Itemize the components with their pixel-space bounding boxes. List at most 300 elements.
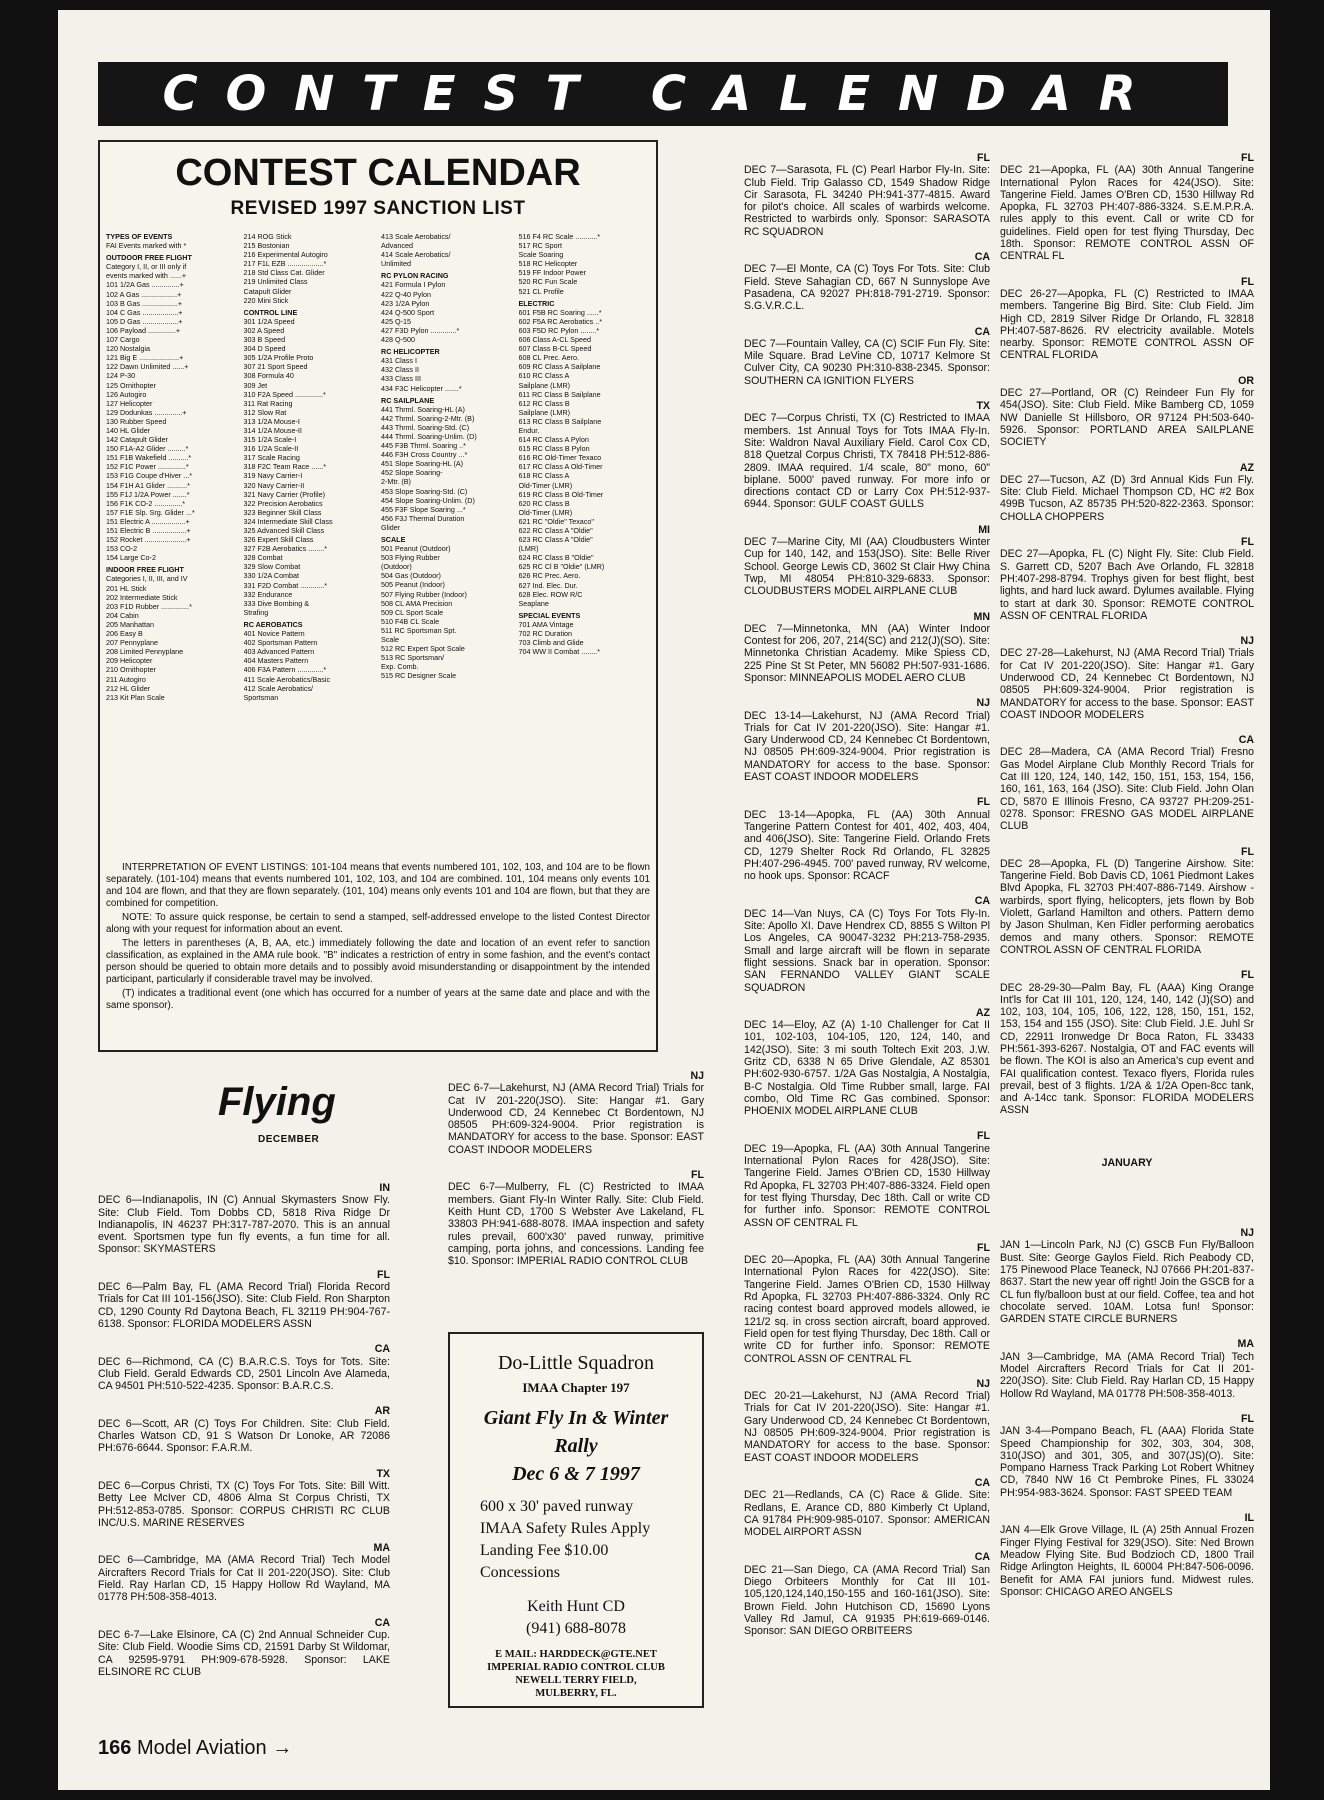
month-january: JANUARY (1101, 1156, 1153, 1169)
event-item: 215 Bostonian (243, 241, 290, 251)
contest-entry (744, 524, 990, 598)
magazine-page (58, 10, 1270, 1790)
event-item: 120 Nostalgia (106, 344, 150, 354)
ad-event-line2: Rally (554, 1435, 598, 1457)
event-item: 325 Advanced Skill Class (243, 526, 325, 535)
entry-text: JAN 1—Lincoln Park, NJ (C) GSCB Fun Fly/Balloon Bust. Site: George Gaylos Field. Rich Peabody CD, 175 Pinewood Place Teaneck, NJ 07666 PH:201-837-8637. Start the new year off right! Join the GSCB for a CL fun fly/balloon bust at our field. Coffee, tea and hot chocolate served. 10AM. Lotsa fun! Sponsor: GARDEN STATE CIRCLE BURNERS (1000, 1239, 1254, 1326)
entry-text: DEC 20—Apopka, FL (AA) 30th Annual Tangerine International Pylon Races for 422(JSO). Site: Tangerine Field. James O'Brien CD, 1530 Hillway Rd Apopka, FL 32703 PH:407-886-3324. Only RC racing contest board approved models allowed, ie 121/2 sq. in cross section aircraft, board approved. Field open for test flying Thursday, Dec 18th. Call or write CD for further info. Sponsor: REMOTE CONTROL ASSN OF CENTRAL FL (744, 1254, 990, 1365)
event-item: 2-Mtr. (B) (381, 477, 411, 487)
entry-text: DEC 6—Indianapolis, IN (C) Annual Skymasters Snow Fly. Site: Club Field. Tom Dobbs CD, 5818 Riva Ridge Dr Indianapolis, IN 46237 PH:317-787-2070. This is an annual event. Sportsmen type fun fly events, a fun time for all. Sponsor: SKYMASTERS (98, 1194, 390, 1256)
event-item: Sportsman (243, 692, 279, 702)
state-code: AZ (1239, 461, 1254, 474)
event-item: 308 Formula 40 (243, 371, 294, 381)
event-item: 125 Ornithopter (106, 380, 156, 390)
listing-column-2 (448, 1070, 704, 1320)
contest-entry (448, 1070, 704, 1156)
event-item: 626 RC Prec. Aero. (518, 571, 581, 581)
event-item: 627 Ind. Elec. Dur. (518, 580, 578, 590)
event-item: 220 Mini Stick (243, 295, 289, 305)
event-column (106, 232, 238, 702)
entry-text: DEC 13-14—Apopka, FL (AA) 30th Annual Tangerine Pattern Contest for 401, 402, 403, 404, and 406(JSO). Site: Tangerine Field. Orlando Frets CD, 1279 Shelter Rock Rd Orlando, FL 32825 PH:407-296-4945. 700' paved runway, RV welcome, no hook ups. Sponsor: RCACF (744, 808, 990, 883)
event-item: events marked with ......+ (106, 271, 187, 281)
state-code: CA (974, 1476, 990, 1489)
event-item: 413 Scale Aerobatics/ (381, 232, 451, 241)
magazine-name: Model Aviation (136, 1737, 267, 1759)
contest-entry (744, 1007, 990, 1118)
event-item: 142 Catapult Glider (106, 435, 168, 445)
note-paragraph: (T) indicates a traditional event (one which has occurred for a number of years at the same date and place and with the same sponsor). (106, 988, 650, 1011)
contest-entry (1000, 152, 1254, 263)
page-number: 166 (98, 1737, 132, 1759)
event-group-heading: INDOOR FREE FLIGHT (106, 565, 184, 575)
event-item: 443 Thrml. Soaring-Std. (C) (381, 422, 470, 432)
event-item: 205 Manhattan (106, 619, 154, 629)
entry-text: JAN 3—Cambridge, MA (AMA Record Trial) Tech Model Aircrafters Record Trials for Cat II 201-220(JSO). Site: Club Field. Ray Harlan CD, 15 Happy Hollow Rd Wayland, MA 01778 PH:508-358-4013. (1000, 1350, 1254, 1400)
event-item: 625 RC Cl B "Oldie" (LMR) (518, 562, 605, 572)
entry-text: DEC 13-14—Lakehurst, NJ (AMA Record Trial) Trials for Cat IV 201-220(JSO). Site: Hangar #1. Gary Underwood CD, 24 Kennebec Ct Bordentown, NJ 08505 PH:609-324-9004. Prior registration is MANDATORY for access to the base. Sponsor: EAST COAST INDOOR MODELERS (744, 709, 990, 784)
ad-contact-name: Keith Hunt CD (527, 1598, 625, 1615)
event-item: 201 HL Stick (106, 583, 147, 593)
ad-club-info (450, 1648, 702, 1700)
contest-entry (1000, 1512, 1254, 1598)
event-item: 451 Slope Soaring-HL (A) (381, 459, 464, 469)
event-item: 518 RC Helicopter (518, 259, 578, 269)
event-item: Unlimited (381, 259, 411, 269)
event-item: Seaplane (518, 598, 549, 608)
contest-entry (1000, 375, 1254, 449)
ad-contact-phone: (941) 688-8078 (526, 1620, 626, 1637)
event-item: 508 CL AMA Precision (381, 598, 453, 608)
ad-details (450, 1496, 702, 1584)
entry-text: DEC 21—San Diego, CA (AMA Record Trial) San Diego Orbiteers Monthly for Cat III 101-105,120,124,140,150-155 and 160-161(JSO). Site: Brown Field. John Hutchison CD, 15690 Lyons Valley Rd Jamul, CA 91935 PH:619-669-0146. Sponsor: SAN DIEGO ORBITEERS (744, 1563, 990, 1638)
event-item: Categories I, II, III, and IV (106, 574, 188, 584)
event-item: 309 Jet (243, 380, 268, 390)
january-listings (1000, 1227, 1254, 1598)
event-item: 154 Large Co-2 (106, 553, 156, 563)
event-item: 303 B Speed (243, 335, 286, 345)
event-item: 140 HL Glider (106, 425, 151, 435)
event-item: 211 Autogiro (106, 674, 146, 684)
entry-text: DEC 14—Van Nuys, CA (C) Toys For Tots Fly-In. Site: Apollo XI. Dave Hendrex CD, 8855 S Wilton Pl Los Angeles, CA 90047-3232 PH:213-758-2935. Small and large aircraft will be flown in separate flight sessions. Snack bar in operation. Sponsor: SAN FERNANDO VALLEY GIANT SCALE SQUADRON (744, 907, 990, 994)
event-item: 406 F3A Pattern .............* (243, 665, 327, 675)
state-code: CA (974, 895, 990, 908)
ad-title: Do-Little Squadron (497, 1352, 655, 1374)
event-item: 101 1/2A Gas ..............+ (106, 280, 184, 290)
month-december: DECEMBER (258, 1134, 320, 1145)
event-column (519, 232, 651, 702)
event-item: 617 RC Class A Old-Timer (518, 462, 603, 472)
state-code: FL (1241, 1412, 1254, 1425)
event-item: 104 C Gas ..................+ (106, 307, 183, 317)
event-item: 702 RC Duration (518, 629, 573, 639)
state-code: TX (376, 1467, 390, 1480)
state-code: NJ (1240, 635, 1254, 648)
event-item: 103 B Gas ..................+ (106, 298, 183, 308)
event-item: 510 F4B CL Scale (381, 616, 440, 626)
state-code: TX (976, 400, 990, 413)
ad-town: MULBERRY, FL. (535, 1688, 617, 1699)
entry-text: DEC 27—Portland, OR (C) Reindeer Fun Fly for 454(JSO). Site: Club Field. Mike Bamberg CD, 1059 NW Danielle St Hillsboro, OR 97124 PH:503-640-5926. Sponsor: PORTLAND AREA SAILPLANE SOCIETY (1000, 387, 1254, 449)
event-item: 456 F3J Thermal Duration (381, 513, 465, 523)
event-item: 320 Navy Carrier-II (243, 480, 305, 490)
event-item: 442 Thrml. Soaring-2-Mtr. (B) (381, 413, 475, 423)
event-item: 455 F3F Slope Soaring ...* (381, 504, 466, 514)
event-item: 102 A Gas ..................+ (106, 289, 182, 299)
event-item: 623 RC Class A "Oldie" (518, 535, 593, 545)
december-listings (1000, 152, 1254, 1117)
event-item: 445 F3B Thrml. Soaring ..* (381, 441, 466, 451)
event-group-heading: RC AEROBATICS (243, 619, 303, 629)
event-item: 209 Helicopter (106, 656, 153, 666)
entry-text: DEC 21—Apopka, FL (AA) 30th Annual Tangerine International Pylon Races for 424(JSO). Site: Tangerine Field. James O'Bren CD, 1530 Hillway Rd Apopka, FL 32703 PH:407-886-3324. S.E.M.P.R.A. rules apply to this event. Call or write CD for guidelines. Field open for test flying Thursday, Dec 18th. Sponsor: REMOTE CONTROL ASSN OF CENTRAL FL (1000, 164, 1254, 263)
event-item: 516 F4 RC Scale ...........* (518, 232, 600, 241)
event-item: 129 Dodunkas ..............+ (106, 407, 187, 417)
event-item: 423 1/2A Pylon (381, 298, 430, 308)
event-item: 422 Q-40 Pylon (381, 289, 431, 299)
event-item: 314 1/2A Mouse-II (243, 425, 302, 435)
event-group-heading: SCALE (381, 535, 406, 544)
entry-text: DEC 6-7—Mulberry, FL (C) Restricted to IMAA members. Giant Fly-In Winter Rally. Site: Club Field. Keith Hunt CD, 1700 S Webster Ave Lakeland, FL 33803 PH:941-688-8078. IMAA inspection and safety rules prevail, 600'x30' paved runway, primitive camping, porta johns, and concessions. Landing fee $10. Sponsor: IMPERIAL RADIO CONTROL CLUB (448, 1181, 704, 1268)
event-item: 323 Beginner Skill Class (243, 507, 322, 517)
state-code: CA (374, 1343, 390, 1356)
listing-column-1 (98, 1182, 390, 1730)
event-item: 414 Scale Aerobatics/ (381, 250, 451, 260)
event-item: 602 F5A RC Aerobatics ..* (518, 316, 602, 326)
ad-event (450, 1404, 702, 1488)
event-item: 319 Navy Carrier-I (243, 471, 303, 481)
event-item: 601 F5B RC Soaring ......* (518, 307, 602, 317)
event-item: 154 F1H A1 Glider ..........* (106, 480, 190, 490)
entry-text: DEC 6—Scott, AR (C) Toys For Children. Site: Club Field. Charles Watson CD, 91 S Watson Dr Lonoke, AR 72086 PH:676-6644. Sponsor: F.A.R.M. (98, 1417, 390, 1455)
state-code: FL (1241, 275, 1254, 288)
event-item: 614 RC Class A Pylon (518, 435, 589, 445)
contest-entry (98, 1405, 390, 1454)
event-item: 452 Slope Soaring- (381, 468, 443, 478)
event-item: 307 21 Sport Speed (243, 362, 308, 372)
state-code: FL (1241, 152, 1254, 164)
state-code: FL (1241, 969, 1254, 982)
event-item: 610 RC Class A (518, 371, 570, 381)
event-item: 512 RC Expert Spot Scale (381, 644, 465, 654)
state-code: CA (374, 1616, 390, 1629)
event-item: 151 F1B Wakefield ..........* (106, 453, 192, 463)
event-item: 155 F1J 1/2A Power .......* (106, 489, 190, 499)
event-item: 515 RC Designer Scale (381, 671, 457, 681)
entry-text: DEC 6-7—Lakehurst, NJ (AMA Record Trial) Trials for Cat IV 201-220(JSO). Site: Hangar #1. Gary Underwood CD, 24 Kennebec Ct Bordentown, NJ 08505 PH:609-324-9004. Prior registration is MANDATORY for access to the base. Sponsor: EAST COAST INDOOR MODELERS (448, 1082, 704, 1156)
event-item: FAI Events marked with * (106, 241, 187, 251)
entry-text: DEC 7—Corpus Christi, TX (C) Restricted to IMAA members. 1st Annual Toys for Tots IMAA Fly-In. Site: Waldron Naval Auxiliary Field. Carol Cox CD, 818 Quetzal Corpus Christi, TX 78418 PH:512-886-2809. IMAA required. 1/4 scale, 80" mono, 60" biplane. 5000' paved runway. For more info or directions contact CD or Larry Cox PH:512-937-6944. Sponsor: GULF COAST GULLS (744, 412, 990, 511)
event-item: 105 D Gas ..................+ (106, 316, 183, 326)
contest-entry (1000, 635, 1254, 721)
event-item: 403 Advanced Pattern (243, 647, 315, 657)
event-group-heading: OUTDOOR FREE FLIGHT (106, 253, 192, 263)
event-item: 305 1/2A Profile Proto (243, 353, 314, 363)
contest-entry (744, 611, 990, 685)
event-item: 621 RC "Oldie" Texaco" (518, 516, 594, 526)
contest-entry (1000, 846, 1254, 957)
event-item: 124 P-30 (106, 371, 136, 381)
event-item: 311 Rat Racing (243, 398, 293, 408)
ad-field: NEWELL TERRY FIELD, (515, 1675, 637, 1686)
state-code: CA (974, 325, 990, 338)
contest-entry (448, 1169, 704, 1267)
event-item: Exp. Comb. (381, 662, 419, 672)
listing-column-4 (990, 152, 1254, 1732)
event-item: 324 Intermediate Skill Class (243, 516, 333, 526)
contest-entry (744, 1551, 990, 1637)
state-code: IL (1244, 1512, 1254, 1525)
state-code: NJ (976, 697, 990, 710)
event-item: 505 Peanut (Indoor) (381, 580, 445, 590)
event-item: 321 Navy Carrier (Profile) (243, 489, 325, 499)
event-item: 219 Unlimited Class (243, 277, 308, 287)
contest-entry (1000, 276, 1254, 362)
note-paragraph: NOTE: To assure quick response, be certain to send a stamped, self-addressed envelope to the listed Contest Director along with your request for information about an event. (106, 912, 650, 935)
event-item: 313 1/2A Mouse-I (243, 416, 300, 426)
event-item: 327 F2B Aerobatics ........* (243, 544, 327, 554)
event-item: 315 1/2A Scale-I (243, 435, 297, 445)
event-item: 208 Limited Pennyplane (106, 647, 184, 657)
event-item: 509 CL Sport Scale (381, 607, 444, 617)
state-code: NJ (1240, 1227, 1254, 1240)
state-code: FL (977, 152, 990, 164)
state-code: IN (379, 1182, 390, 1194)
event-item: 607 Class B-CL Speed (518, 344, 592, 354)
event-item: 152 Rocket .....................+ (106, 535, 191, 545)
event-item: 216 Experimental Autogiro (243, 250, 328, 260)
event-item: 302 A Speed (243, 325, 285, 335)
event-item: 401 Novice Pattern (243, 629, 305, 639)
entry-text: DEC 20-21—Lakehurst, NJ (AMA Record Trial) Trials for Cat IV 201-220(JSO). Site: Hangar #1. Gary Underwood CD, 24 Kennebec Ct Bordentown, NJ 08505 PH:609-324-9004. Prior registration is MANDATORY for access to the base. Sponsor: EAST COAST INDOOR MODELERS (744, 1390, 990, 1464)
event-item: 703 Climb and Glide (518, 638, 584, 648)
event-item: 611 RC Class B Sailplane (518, 389, 601, 399)
event-item: Strafing (243, 607, 269, 617)
event-item: 521 CL Profile (518, 286, 564, 296)
contest-entry (1000, 462, 1254, 523)
event-item: Catapult Glider (243, 286, 292, 296)
event-item: 606 Class A-CL Speed (518, 335, 591, 345)
listing-column-3 (744, 152, 990, 1732)
state-code: NJ (690, 1070, 704, 1082)
event-columns (100, 232, 656, 702)
sanction-list-box (98, 140, 658, 1052)
event-item: Sailplane (LMR) (518, 407, 571, 417)
contest-entry (744, 326, 990, 387)
entry-text: DEC 27—Tucson, AZ (D) 3rd Annual Kids Fun Fly. Site: Club Field. Michael Thompson CD, HC #2 Box 499B Tucson, AZ 85735 PH:520-822-2363. Sponsor: CHOLLA CHOPPERS (1000, 473, 1254, 523)
event-item: Category I, II, or III only if (106, 262, 187, 272)
event-item: 204 Cabin (106, 610, 139, 620)
event-item: 332 Endurance (243, 589, 293, 599)
state-code: AR (374, 1405, 390, 1418)
contest-entry (744, 1477, 990, 1538)
ad-event-line1: Giant Fly In & Winter (483, 1407, 669, 1429)
event-item: 622 RC Class A "Oldie" (518, 526, 593, 535)
event-item: 318 F2C Team Race ......* (243, 462, 327, 472)
event-item: 203 F1D Rubber ..............* (106, 601, 192, 611)
event-item: Endur. (518, 425, 540, 435)
event-group-heading: RC HELICOPTER (381, 347, 440, 357)
event-item: 503 Flying Rubber (381, 553, 440, 563)
contest-entry (744, 400, 990, 511)
event-group-heading: TYPES OF EVENTS (106, 232, 173, 241)
event-item: (Outdoor) (381, 562, 412, 572)
event-item: 616 RC Old-Timer Texaco (518, 453, 602, 463)
contest-entry (744, 1378, 990, 1464)
contest-entry (98, 1542, 390, 1603)
note-paragraph: The letters in parentheses (A, B, AA, etc.) immediately following the date and location of an event refer to sanction classification, as explained in the AMA rule book. "B" indicates a restriction of entry in some fashion, and the event's contact person should be queried to obtain more details and to possibly avoid misunderstanding or disappointment by the intended participant, particularly if considerable travel may be involved. (106, 938, 650, 985)
event-item: 421 Formula I Pylon (381, 280, 446, 290)
state-code: FL (977, 796, 990, 809)
event-item: (LMR) (518, 544, 539, 554)
contest-entry (1000, 1227, 1254, 1325)
event-item: 214 ROG Stick (243, 232, 292, 241)
state-code: FL (1241, 536, 1254, 549)
contest-calendar-banner: CONTEST CALENDAR (98, 62, 1228, 126)
ad-contact (450, 1596, 702, 1640)
contest-entry (98, 1468, 390, 1529)
event-item: 329 Slow Combat (243, 562, 301, 572)
state-code: CA (1238, 734, 1254, 747)
state-code: NJ (976, 1377, 990, 1390)
state-code: FL (977, 1241, 990, 1254)
contest-entry (98, 1617, 390, 1678)
event-item: 619 RC Class B Old-Timer (518, 489, 604, 499)
event-item: Scale Soaring (518, 250, 564, 260)
event-item: 454 Slope Soaring-Unlim. (D) (381, 495, 475, 505)
event-item: 513 RC Sportsman/ (381, 653, 445, 663)
event-item: 206 Easy B (106, 629, 143, 639)
event-item: 150 F1A-A2 Glider .........* (106, 444, 189, 454)
contest-entry (744, 1130, 990, 1228)
interpretation-notes (106, 862, 650, 1014)
entry-text: DEC 19—Apopka, FL (AA) 30th Annual Tangerine International Pylon Races for 428(JSO). Site: Tangerine Field. James O'Brien CD, 1530 Hillway Rd Apopka, FL 32703 PH:407-886-3324. Field open for test flying Thursday, Dec 18th. Call or write CD for further info. Sponsor: REMOTE CONTROL ASSN OF CENTRAL FL (744, 1142, 990, 1229)
entry-text: DEC 6-7—Lake Elsinore, CA (C) 2nd Annual Schneider Cup. Site: Club Field. Woodie Sims CD, 21591 Darby St Wildomar, CA 92595-9791 PH:909-678-5928. Sponsor: LAKE ELSINORE RC CLUB (98, 1628, 390, 1678)
contest-entry (1000, 734, 1254, 832)
state-code: CA (974, 1551, 990, 1564)
event-item: 151 Electric A .................+ (106, 516, 190, 526)
event-group-heading: SPECIAL EVENTS (518, 610, 581, 620)
ad-detail-line: Landing Fee $10.00 (480, 1542, 609, 1559)
event-item: 322 Precision Aerobatics (243, 498, 323, 508)
event-item: 424 Q-500 Sport (381, 307, 435, 317)
event-item: 326 Expert Skill Class (243, 535, 314, 545)
event-item: 453 Slope Soaring-Std. (C) (381, 486, 468, 496)
event-item: 121 Big E ....................+ (106, 353, 184, 363)
event-item: 444 Thrml. Soaring-Unlim. (D) (381, 431, 477, 441)
ad-dates: Dec 6 & 7 1997 (512, 1463, 640, 1485)
event-item: 431 Class I (381, 356, 417, 366)
event-item: 151 Electric B .................+ (106, 526, 191, 535)
event-item: 312 Slow Rat (243, 407, 287, 417)
state-code: FL (377, 1268, 390, 1281)
event-item: 153 CO-2 (106, 544, 138, 554)
event-item: 507 Flying Rubber (Indoor) (381, 589, 467, 599)
event-item: 504 Gas (Outdoor) (381, 571, 441, 581)
event-group-heading: CONTROL LINE (243, 307, 298, 317)
event-item: 620 RC Class B (518, 498, 570, 508)
contest-entry (98, 1343, 390, 1392)
event-item: 328 Combat (243, 553, 283, 563)
event-item: 519 FF Indoor Power (518, 268, 587, 278)
event-item: 107 Cargo (106, 335, 140, 345)
event-item: 126 Autogiro (106, 389, 147, 399)
contest-entry (744, 152, 990, 238)
event-item: 212 HL Glider (106, 683, 151, 693)
event-item: 624 RC Class B "Oldie" (518, 553, 594, 563)
event-item: 427 F3D Pylon .............* (381, 325, 460, 335)
state-code: AZ (975, 1006, 990, 1019)
state-code: MA (373, 1542, 390, 1555)
event-item: 218 Std Class Cat. Glider (243, 268, 325, 278)
event-item: 517 RC Sport (518, 241, 563, 251)
entry-text: DEC 28—Apopka, FL (D) Tangerine Airshow. Site: Tangerine Field. Bob Davis CD, 1061 Piedmont Lakes Blvd Apopka, FL 32703 PH:407-886-7149. Airshow - warbirds, sport flying, helicopters, jets flown by Bob Violett, Garland Hamilton and others. Pattern demo by Jason Shulman, Ken Fidler performing aerobatics demos and many others. Sponsor: REMOTE CONTROL ASSN OF CENTRAL FLORIDA (1000, 857, 1254, 956)
event-item: 333 Dive Bombing & (243, 598, 310, 608)
event-item: 615 RC Class B Pylon (518, 444, 590, 454)
entry-text: JAN 4—Elk Grove Village, IL (A) 25th Annual Frozen Finger Flying Festival for 329(JSO). Site: Ned Brown Meadow Flying Site. Bud Bodzioch CD, 1800 Trail Ridge Arlington Heights, IL 60004 PH:847-506-0096. Benefit for AMA FAI juniors fund. Midwest rules. Sponsor: CHICAGO AREO ANGELS (1000, 1524, 1254, 1598)
entry-text: DEC 27-28—Lakehurst, NJ (AMA Record Trial) Trials for Cat IV 201-220(JSO). Site: Hangar #1. Gary Underwood CD, 24 Kennebec Ct Bordentown, NJ 08505 PH:609-324-9004. Prior registration is MANDATORY for access to the base. Sponsor: EAST COAST INDOOR MODELERS (1000, 647, 1254, 721)
entry-text: DEC 6—Corpus Christi, TX (C) Toys For Tots. Site: Bill Witt. Betty Lee McIver CD, 4806 Alma St Corpus Christi, TX PH:512-853-0785. Sponsor: CORPUS CHRISTI RC CLUB INC/U.S. MARINE RESERVES (98, 1479, 390, 1529)
event-group-heading: RC SAILPLANE (381, 395, 435, 405)
event-item: 127 Helicopter (106, 398, 153, 408)
event-item: 412 Scale Aerobatics/ (243, 683, 314, 693)
entry-text: DEC 7—Marine City, MI (AA) Cloudbusters Winter Cup for 140, 142, and 153(JSO). Site: Belle River School. George Lewis CD, 3602 St Clair Hwy China Twp, MI 48054 PH:810-329-6833. Sponsor: CLOUDBUSTERS MODEL AIRPLANE CLUB (744, 536, 990, 598)
event-group-heading: RC PYLON RACING (381, 271, 449, 281)
entry-text: DEC 28—Madera, CA (AMA Record Trial) Fresno Gas Model Airplane Club Monthly Record Trials for Cat III 120, 124, 140, 142, 150, 151, 153, 154, 156, 160, 161, 163, 164 (JSO). Site: Club Field. John Olan CD, 5870 E Illinois Fresno, CA 93727 PH:209-251-0278. Sponsor: FRESNO GAS MODEL AIRPLANE CLUB (1000, 746, 1254, 833)
state-code: CA (974, 251, 990, 264)
event-item: 316 1/2A Scale-II (243, 444, 299, 454)
ad-detail-line: Concessions (480, 1564, 560, 1581)
event-item: 331 F2D Combat ............* (243, 580, 327, 590)
event-item: 609 RC Class A Sailplane (518, 362, 601, 372)
state-code: MA (1237, 1338, 1254, 1351)
event-item: 612 RC Class B (518, 398, 570, 408)
sanction-title: CONTEST CALENDAR (175, 152, 581, 194)
event-column (244, 232, 376, 702)
entry-text: DEC 26-27—Apopka, FL (C) Restricted to IMAA members. Tangerine Big Bird. Site: Club Field. Jim High CD, 2819 Silver Ridge Dr Orlando, FL 32818 PH:407-587-8626. RV electricity available. Motels nearby. Sponsor: REMOTE CONTROL ASSN OF CENTRAL FLORIDA (1000, 287, 1254, 362)
event-item: Sailplane (LMR) (518, 380, 571, 390)
event-column (381, 232, 513, 702)
event-item: 613 RC Class B Sailplane (518, 416, 602, 426)
entry-text: DEC 21—Redlands, CA (C) Race & Glide. Site: Redlans, E. Arance CD, 880 Kimberly Ct Upland, CA 91784 PH:909-985-0107. Sponsor: AMERICAN MODEL AIRPORT ASSN (744, 1489, 990, 1539)
event-item: 434 F3C Helicopter .......* (381, 383, 462, 393)
state-code: MN (973, 610, 990, 623)
event-item: 432 Class II (381, 365, 419, 375)
contest-entry (744, 697, 990, 783)
event-item: 411 Scale Aerobatics/Basic (243, 674, 331, 684)
page-footer (98, 1737, 292, 1760)
state-code: MI (978, 523, 990, 536)
contest-entry (98, 1182, 390, 1256)
event-item: 152 F1C Power ..............* (106, 462, 189, 472)
state-code: OR (1238, 374, 1254, 387)
entry-text: DEC 7—Sarasota, FL (C) Pearl Harbor Fly-In. Site: Club Field. Trip Galasso CD, 1549 Shadow Ridge Cir Sarasota, FL 34240 PH:941-377-4815. Award for pilot's choice. All scales of warbirds welcome. Restricted to warbirds only. Sponsor: SARASOTA RC SQUADRON (744, 164, 990, 238)
contest-entry (744, 251, 990, 312)
contest-entry (744, 895, 990, 993)
contest-entry (1000, 1338, 1254, 1399)
ad-email: E MAIL: HARDDECK@GTE.NET (495, 1649, 657, 1660)
entry-text: DEC 27—Apopka, FL (C) Night Fly. Site: Club Field. S. Garrett CD, 5207 Bach Ave Orlando, FL 32818 PH:407-298-8794. Trophys given for best flight, best lights, and hard luck award. Dylumes available. Flying to start at dark 30. Sponsor: REMOTE CONTROL ASSN OF CENTRAL FLORIDA (1000, 548, 1254, 622)
event-item: Old-Timer (LMR) (518, 507, 573, 517)
entry-text: DEC 28-29-30—Palm Bay, FL (AAA) King Orange Int'ls for Cat III 101, 120, 124, 140, 142 (J)(SO) and 102, 103, 104, 105, 106, 122, 128, 150, 151, 152, 153, 154 and 155 (JSO). Site: Club Field. J.E. Juhl Sr CD, 22911 Ironwedge Dr Boca Raton, FL 33433 PH:561-393-6267. Nostalgia, OT and FAC events will be flown. The KOI is also an America's cup event and FAI qualification contest. Texaco flyers, Florida rules prevail, best of 3 flights. 1/2A & 1/2A Open-8cc tank, and A-14cc tank. Sponsor: FLORIDA MODELERS ASSN (1000, 981, 1254, 1117)
contest-entry (1000, 536, 1254, 622)
event-item: Scale (381, 635, 399, 645)
entry-text: DEC 6—Richmond, CA (C) B.A.R.C.S. Toys for Tots. Site: Club Field. Gerald Edwards CD, 2501 Lincoln Ave Alameda, CA 94501 PH:510-522-4235. Sponsor: B.A.R.C.S. (98, 1355, 390, 1393)
state-code: FL (977, 1130, 990, 1143)
event-item: Old-Timer (LMR) (518, 480, 573, 490)
event-item: 511 RC Sportsman Spt. (381, 625, 457, 635)
contest-entry (1000, 969, 1254, 1117)
ad-club: IMPERIAL RADIO CONTROL CLUB (487, 1662, 665, 1673)
